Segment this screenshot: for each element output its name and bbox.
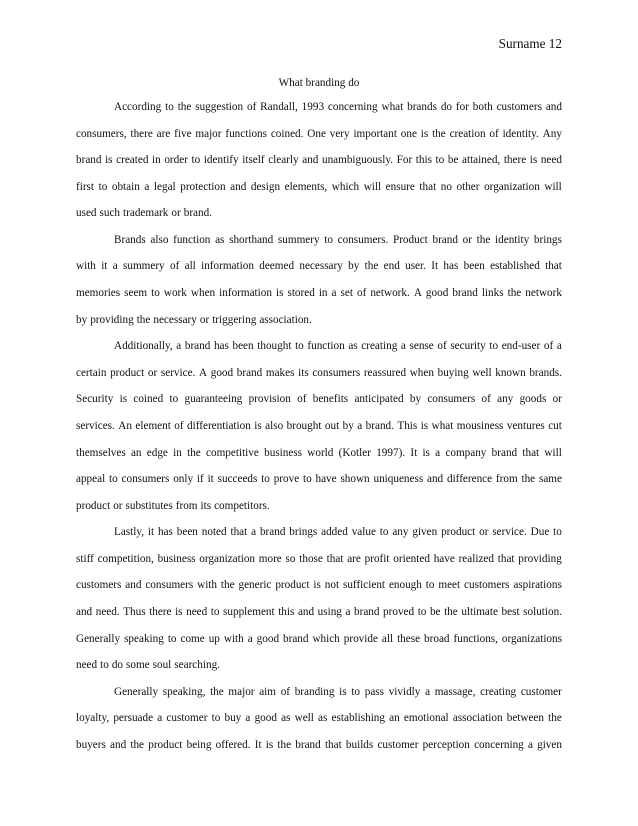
paragraph-line: stiff competition, business organization more so those that are profit oriented have realized that providing <box>76 552 562 565</box>
paragraph-line: used such trademark or brand. <box>76 207 212 220</box>
paragraph-line: first to obtain a legal protection and design elements, which will ensure that no other organization will <box>76 180 562 193</box>
paragraph-line: themselves an edge in the competitive business world (Kotler 1997). It is a company brand that will <box>76 446 562 459</box>
paragraph-line: loyalty, persuade a customer to buy a good as well as establishing an emotional association between the <box>76 712 562 725</box>
paragraph-line: memories seem to work when information is stored in a set of network. A good brand links the network <box>76 287 562 300</box>
paragraph-line: certain product or service. A good brand makes its consumers reassured when buying well known brands. <box>76 366 562 379</box>
paragraph-line: customers and consumers with the generic product is not sufficient enough to meet customers aspirations <box>76 579 562 592</box>
running-head: Surname 12 <box>498 36 562 51</box>
paragraph-line: Brands also function as shorthand summery to consumers. Product brand or the identity brings <box>114 233 562 246</box>
paragraph-line: services. An element of differentiation is also brought out by a brand. This is what mousiness ventures cut <box>76 419 562 432</box>
paragraph <box>76 525 562 684</box>
document-title: What branding do <box>278 77 360 89</box>
paragraph-line: appeal to consumers only if it succeeds to prove to have shown uniqueness and difference from the same <box>76 473 562 486</box>
paragraph-line: Lastly, it has been noted that a brand brings added value to any given product or service. Due to <box>114 526 562 539</box>
paragraph <box>76 100 562 233</box>
paragraph-line: and need. Thus there is need to supplement this and using a brand proved to be the ultimate best solution. <box>76 605 562 618</box>
paragraph-line: by providing the necessary or triggering association. <box>76 313 312 326</box>
paragraph-line: brand is created in order to identify itself clearly and unambiguously. For this to be attained, there is need <box>76 154 562 167</box>
paragraph <box>76 685 562 765</box>
paragraph-line: According to the suggestion of Randall, 1993 concerning what brands do for both customers and <box>114 101 562 113</box>
paragraph-line: consumers, there are five major functions coined. One very important one is the creation of identity. Any <box>76 127 562 140</box>
paragraph-line: buyers and the product being offered. It is the brand that builds customer perception concerning a given <box>76 738 562 751</box>
paragraph-line: Generally speaking to come up with a good brand which provide all these broad functions, organizations <box>76 632 562 645</box>
paragraph-line: need to do some soul searching. <box>76 659 220 672</box>
paragraph-line: product or substitutes from its competitors. <box>76 499 270 512</box>
paragraph <box>76 339 562 525</box>
document-body <box>76 100 562 764</box>
paragraph-line: Security is coined to guaranteeing provision of benefits anticipated by consumers of any goods or <box>76 393 562 406</box>
paragraph-line: with it a summery of all information deemed necessary by the end user. It has been established that <box>76 260 562 273</box>
paragraph-line: Generally speaking, the major aim of branding is to pass vividly a massage, creating customer <box>114 685 562 698</box>
paragraph-line: Additionally, a brand has been thought to function as creating a sense of security to end-user of a <box>114 340 562 353</box>
paragraph <box>76 233 562 339</box>
